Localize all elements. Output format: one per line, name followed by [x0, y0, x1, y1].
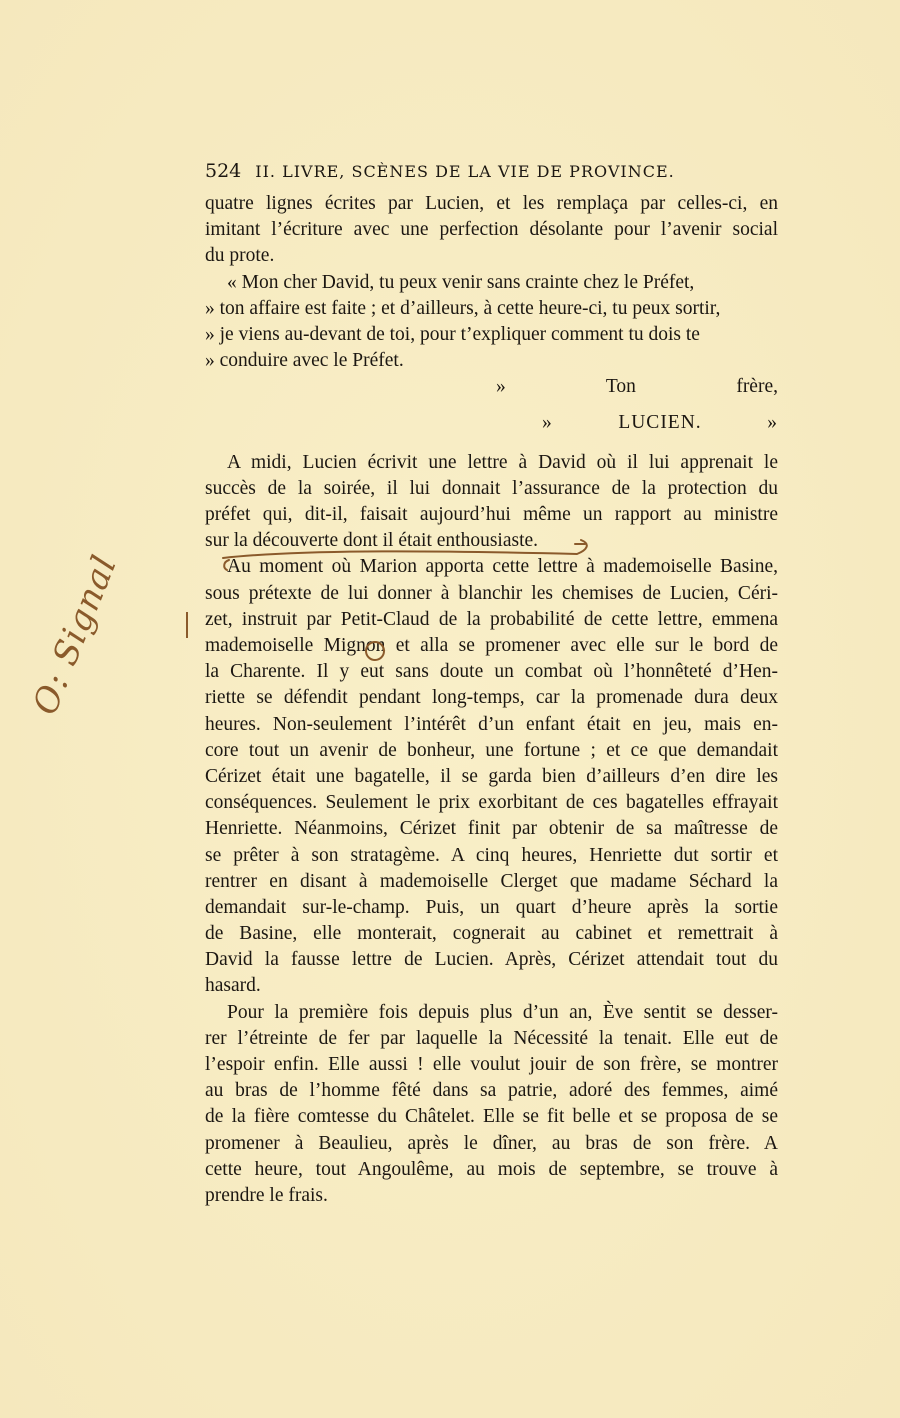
- text-line: core tout un avenir de bonheur, une fortune ; et ce que demandait: [205, 739, 778, 761]
- text-line: Cérizet était une bagatelle, il se garda bien d’ailleurs d’en dire les: [205, 765, 778, 787]
- handwritten-bracket-mark: [215, 536, 595, 576]
- text-line: » conduire avec le Préfet.: [205, 350, 404, 372]
- text-line: hasard.: [205, 975, 261, 997]
- text-line: heures. Non-seulement l’intérêt d’un enfant était en jeu, mais en-: [205, 713, 778, 735]
- text-line: » ton affaire est faite ; et d’ailleurs, à cette heure-ci, tu peux sortir,: [205, 297, 721, 319]
- text-line: Henriette. Néanmoins, Cérizet finit par obtenir de sa maîtresse de: [205, 818, 778, 840]
- text-line: rer l’étreinte de fer par laquelle la Nécessité la tenait. Elle eut de: [205, 1027, 778, 1049]
- text-line: prendre le frais.: [205, 1184, 328, 1206]
- text-line: l’espoir enfin. Elle aussi ! elle voulut jouir de son frère, se montrer: [205, 1054, 778, 1075]
- text-line: se prêter à son stratagème. A cinq heures, Henriette dut sortir et: [205, 844, 778, 866]
- text-line: « Mon cher David, tu peux venir sans crainte chez le Préfet,: [227, 271, 695, 293]
- quoted-letter: [205, 270, 778, 375]
- margin-mark-line: [186, 612, 188, 638]
- running-header: [205, 160, 778, 182]
- text-line: conséquences. Seulement le prix exorbitant de ces bagatelles effrayait: [205, 792, 778, 814]
- letter-signoff: » Ton frère,: [496, 376, 778, 398]
- text-line: cette heure, tout Angoulême, au mois de septembre, se trouve à: [205, 1158, 778, 1180]
- text-line: de la fière comtesse du Châtelet. Elle se fit belle et se proposa de se: [205, 1106, 778, 1128]
- text-line: » je viens au-devant de toi, pour t’expliquer comment tu dois te: [205, 323, 700, 345]
- letter-signature: » LUCIEN. »: [542, 411, 778, 433]
- text-line: sous prétexte de lui donner à blanchir les chemises de Lucien, Céri-: [205, 582, 778, 604]
- text-line: du prote.: [205, 245, 275, 267]
- text-line: au bras de l’homme fêté dans sa patrie, adoré des femmes, aimé: [205, 1080, 778, 1102]
- handwritten-circle-mark: [360, 638, 390, 666]
- text-line: A midi, Lucien écrivit une lettre à David où il lui apprenait le: [227, 451, 778, 473]
- text-line: promener à Beaulieu, après le dîner, au bras de son frère. A: [205, 1132, 778, 1154]
- text-line: imitant l’écriture avec une perfection désolante pour l’avenir social: [205, 219, 778, 241]
- text-line: sur la découverte dont il était enthousiaste.: [205, 530, 539, 552]
- running-title: II. LIVRE, SCÈNES DE LA VIE DE PROVINCE.: [255, 162, 675, 181]
- body-text: [205, 191, 778, 1209]
- text-line: préfet qui, dit-il, faisait aujourd’hui même un rapport au ministre: [205, 504, 778, 526]
- text-line: Au moment où Marion apporta cette lettre à mademoiselle Basine,: [227, 556, 778, 578]
- text-line: riette se défendit pendant long-temps, car la promenade dura deux: [205, 687, 778, 709]
- text-line: rentrer en disant à mademoiselle Clerget que madame Séchard la: [205, 870, 778, 892]
- paragraph: [205, 191, 778, 270]
- page-number: 524: [205, 160, 242, 182]
- text-line: de Basine, elle monterait, cognerait au cabinet et remettrait à: [205, 923, 778, 945]
- text-line: la Charente. Il y eut sans doute un combat où l’honnêteté d’Hen-: [205, 661, 778, 683]
- paragraph: [205, 554, 778, 999]
- text-line: zet, instruit par Petit-Claud de la probabilité de cette lettre, emmena: [205, 608, 778, 630]
- text-line: demandait sur-le-champ. Puis, un quart d’heure après la sortie: [205, 896, 778, 918]
- text-line: David la fausse lettre de Lucien. Après, Cérizet attendait tout du: [205, 949, 778, 971]
- text-line: succès de la soirée, il lui donnait l’assurance de la protection du: [205, 477, 778, 499]
- text-line: quatre lignes écrites par Lucien, et les remplaça par celles-ci, en: [205, 193, 778, 214]
- handwritten-margin-annotation: O: Signal: [25, 549, 126, 721]
- paragraph: [205, 1000, 778, 1210]
- text-line: mademoiselle Mignon et alla se promener avec elle sur le bord de: [205, 635, 778, 656]
- text-line: Pour la première fois depuis plus d’un an, Ève sentit se desser-: [227, 1001, 778, 1023]
